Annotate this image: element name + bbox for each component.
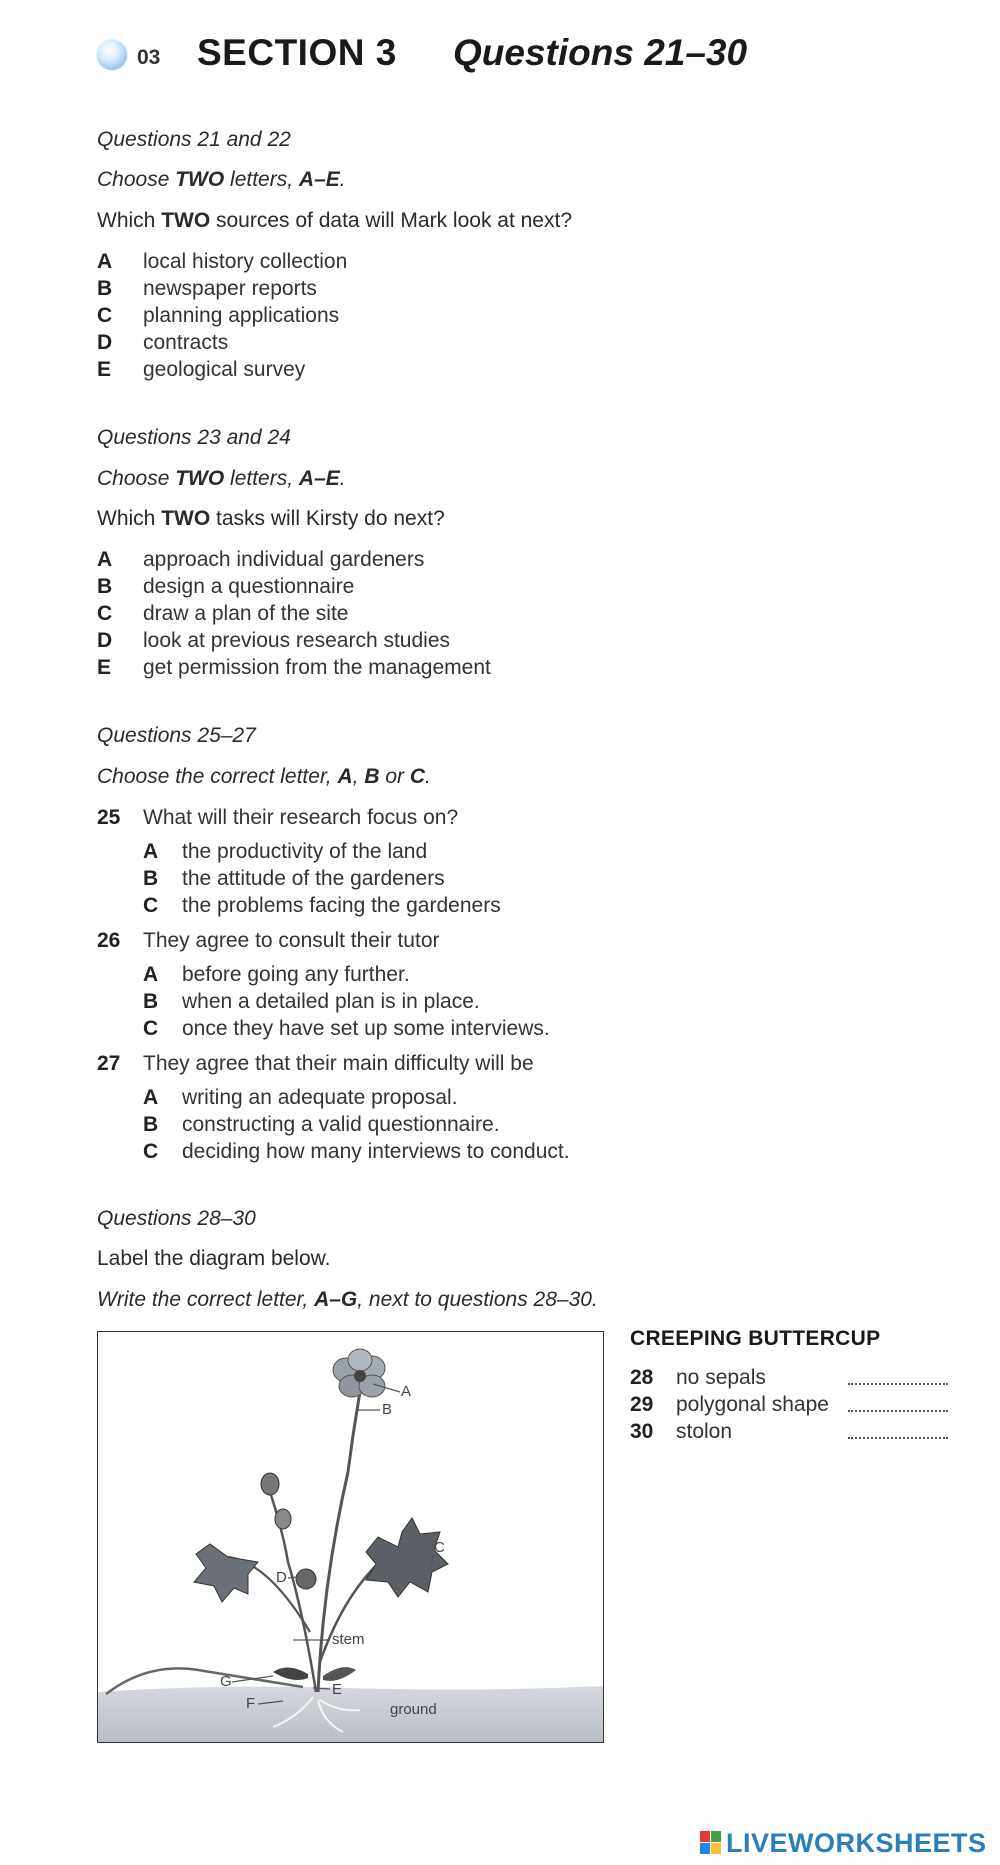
flower — [333, 1349, 385, 1397]
base-leaf — [273, 1667, 308, 1680]
option-text: look at previous research studies — [143, 629, 450, 652]
option-letter: B — [143, 990, 159, 1013]
q21-22-heading: Questions 21 and 22 — [97, 128, 291, 151]
question-number: 27 — [97, 1052, 121, 1075]
q21-22-question: Which TWO sources of data will Mark look at next? — [97, 209, 573, 232]
option-text: planning applications — [143, 304, 340, 327]
section-title: SECTION 3 — [197, 32, 397, 73]
audio-cd-icon — [97, 40, 127, 70]
question-text: They agree that their main difficulty will be — [143, 1052, 534, 1075]
plant-illustration — [98, 1332, 603, 1742]
option-text: local history collection — [143, 250, 348, 273]
option-text: approach individual gardeners — [143, 548, 425, 571]
leaf-c — [366, 1518, 448, 1597]
answer-label: polygonal shape — [676, 1393, 829, 1416]
ground-area — [98, 1686, 603, 1742]
q25-27-instruction: Choose the correct letter, A, B or C. — [97, 765, 431, 788]
bud — [261, 1473, 279, 1495]
diagram-panel-title: CREEPING BUTTERCUP — [630, 1327, 881, 1350]
diagram-label-f: F — [246, 1695, 256, 1712]
option-letter: C — [97, 602, 113, 625]
answer-number: 28 — [630, 1366, 654, 1389]
question-text: What will their research focus on? — [143, 806, 459, 829]
bud — [275, 1509, 291, 1529]
diagram-label-b: B — [382, 1401, 393, 1418]
diagram-label-a: A — [401, 1383, 412, 1400]
option-text: once they have set up some interviews. — [182, 1017, 550, 1040]
option-letter: C — [143, 1017, 159, 1040]
answer-label: no sepals — [676, 1366, 766, 1389]
option-text: constructing a valid questionnaire. — [182, 1113, 500, 1136]
diagram-label-ground: ground — [390, 1701, 437, 1718]
option-letter: C — [143, 894, 159, 917]
option-text: get permission from the management — [143, 656, 491, 679]
question-number: 25 — [97, 806, 121, 829]
option-letter: A — [97, 548, 113, 571]
option-text: writing an adequate proposal. — [182, 1086, 458, 1109]
option-letter: A — [97, 250, 113, 273]
option-letter: C — [97, 304, 113, 327]
questions-range-title: Questions 21–30 — [453, 32, 748, 73]
option-letter: B — [143, 867, 159, 890]
liveworksheets-logo-icon — [700, 1831, 722, 1855]
q21-22-instruction: Choose TWO letters, A–E. — [97, 168, 346, 191]
track-number: 03 — [137, 46, 161, 69]
answer-label: stolon — [676, 1420, 733, 1443]
bud — [296, 1569, 316, 1589]
option-text: draw a plan of the site — [143, 602, 349, 625]
question-number: 26 — [97, 929, 121, 952]
diagram-label-stem: stem — [332, 1631, 365, 1648]
diagram-label-d: D — [276, 1569, 287, 1586]
option-text: geological survey — [143, 358, 306, 381]
q28-30-heading: Questions 28–30 — [97, 1207, 256, 1230]
diagram-label-c: C — [434, 1539, 445, 1556]
section-header — [97, 30, 897, 80]
q25-27-heading: Questions 25–27 — [97, 724, 256, 747]
option-text: design a questionnaire — [143, 575, 355, 598]
q28-30-write-instruction: Write the correct letter, A–G, next to questions 28–30. — [97, 1288, 598, 1311]
footer-branding — [700, 1828, 1000, 1858]
option-letter: B — [97, 277, 113, 300]
base-leaf — [323, 1667, 356, 1681]
diagram-label-e: E — [332, 1681, 343, 1698]
buttercup-diagram — [97, 1331, 604, 1743]
option-text: when a detailed plan is in place. — [182, 990, 480, 1013]
q23-24-instruction: Choose TWO letters, A–E. — [97, 467, 346, 490]
option-text: the problems facing the gardeners — [182, 894, 501, 917]
option-letter: C — [143, 1140, 159, 1163]
option-letter: A — [143, 1086, 159, 1109]
brand-name[interactable]: LIVEWORKSHEETS — [726, 1828, 987, 1858]
answer-number: 29 — [630, 1393, 654, 1416]
answer-number: 30 — [630, 1420, 654, 1443]
q23-24-question: Which TWO tasks will Kirsty do next? — [97, 507, 445, 530]
option-letter: E — [97, 358, 112, 381]
answer-blank-29[interactable] — [848, 1410, 948, 1412]
option-letter: D — [97, 331, 113, 354]
answer-blank-30[interactable] — [848, 1437, 948, 1439]
option-text: deciding how many interviews to conduct. — [182, 1140, 570, 1163]
option-text: contracts — [143, 331, 229, 354]
q23-24-heading: Questions 23 and 24 — [97, 426, 291, 449]
option-letter: A — [143, 840, 159, 863]
option-text: before going any further. — [182, 963, 410, 986]
option-letter: D — [97, 629, 113, 652]
diagram-label-g: G — [220, 1673, 232, 1690]
option-letter: B — [97, 575, 113, 598]
option-letter: E — [97, 656, 112, 679]
question-text: They agree to consult their tutor — [143, 929, 440, 952]
option-letter: B — [143, 1113, 159, 1136]
leaf-left — [194, 1544, 258, 1602]
option-text: newspaper reports — [143, 277, 317, 300]
option-text: the productivity of the land — [182, 840, 428, 863]
q28-30-instruction: Label the diagram below. — [97, 1247, 331, 1270]
answer-blank-28[interactable] — [848, 1383, 948, 1385]
option-text: the attitude of the gardeners — [182, 867, 445, 890]
option-letter: A — [143, 963, 159, 986]
